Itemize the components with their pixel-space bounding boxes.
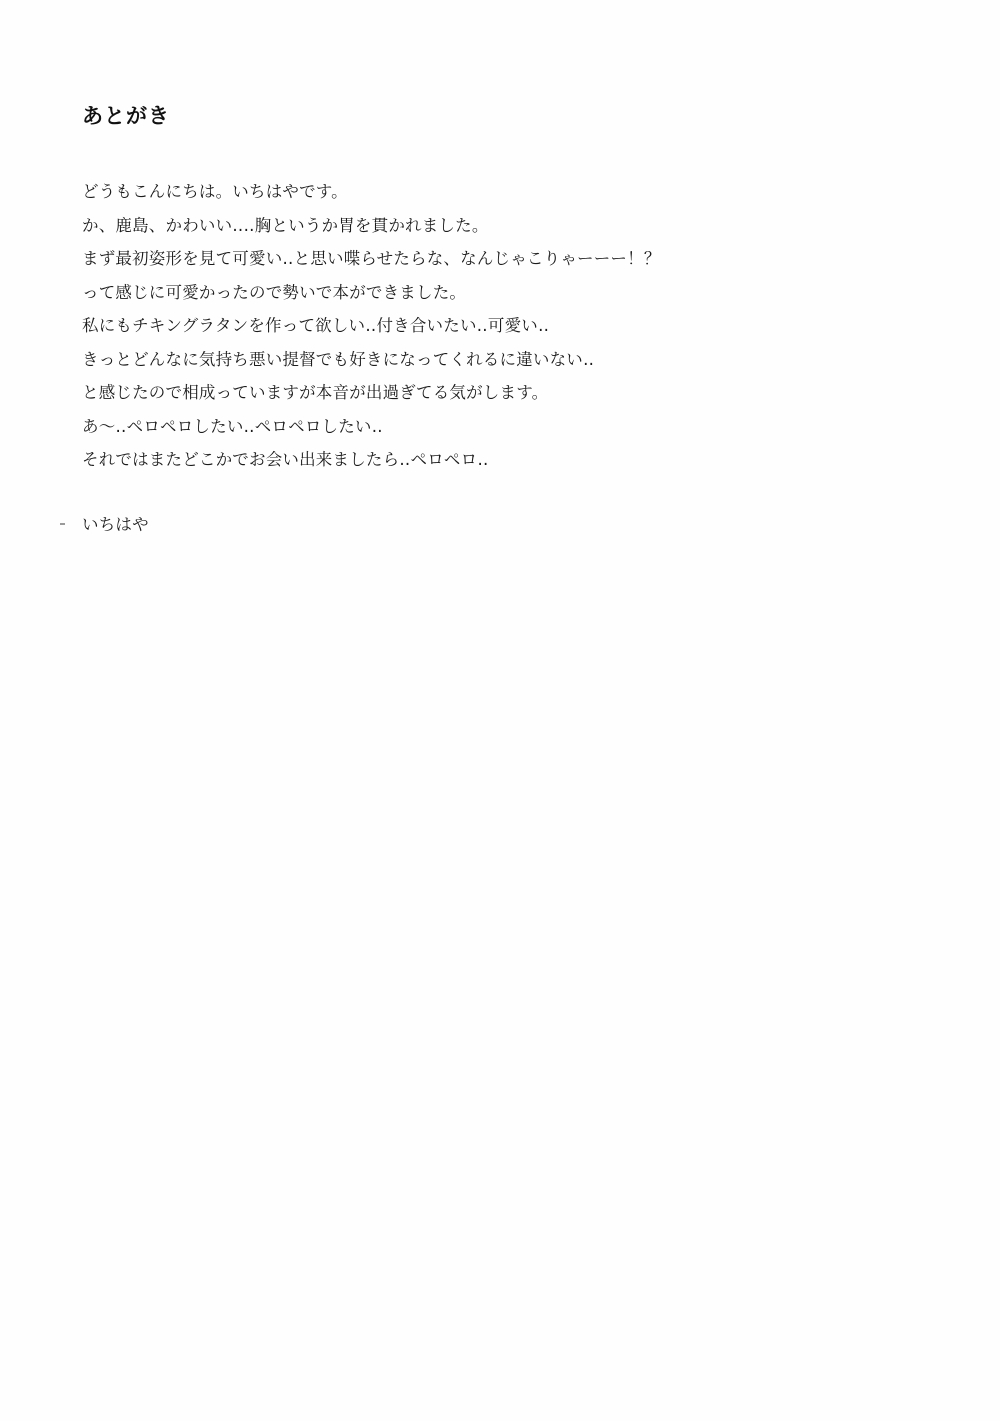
- afterword-text-block: [82, 175, 882, 477]
- afterword-section: [82, 104, 882, 477]
- afterword-line: まず最初姿形を見て可愛い‥と思い喋らせたらな、なんじゃこりゃーーー！？: [82, 249, 661, 269]
- afterword-line: と感じたので相成っていますが本音が出過ぎてる気がします。: [82, 383, 549, 403]
- afterword-line: それではまたどこかでお会い出来ましたら‥ペロペロ‥: [82, 450, 489, 470]
- afterword-line: 私にもチキングラタンを作って欲しい‥付き合いたい‥可愛い‥: [82, 316, 550, 336]
- page-title: あとがき: [82, 104, 170, 128]
- afterword-line: あ〜‥ペロペロしたい‥ペロペロしたい‥: [82, 416, 383, 436]
- afterword-line: か、鹿島、かわいい‥‥胸というか胃を貫かれました。: [82, 215, 489, 235]
- afterword-line: どうもこんにちは。いちはやです。: [82, 182, 348, 202]
- afterword-line: って感じに可愛かったので勢いで本ができました。: [82, 282, 467, 302]
- author-signature: いちはや: [82, 515, 149, 534]
- afterword-line: きっとどんなに気持ち悪い提督でも好きになってくれるに違いない‥: [82, 349, 595, 369]
- signature-dash-mark: [60, 523, 65, 525]
